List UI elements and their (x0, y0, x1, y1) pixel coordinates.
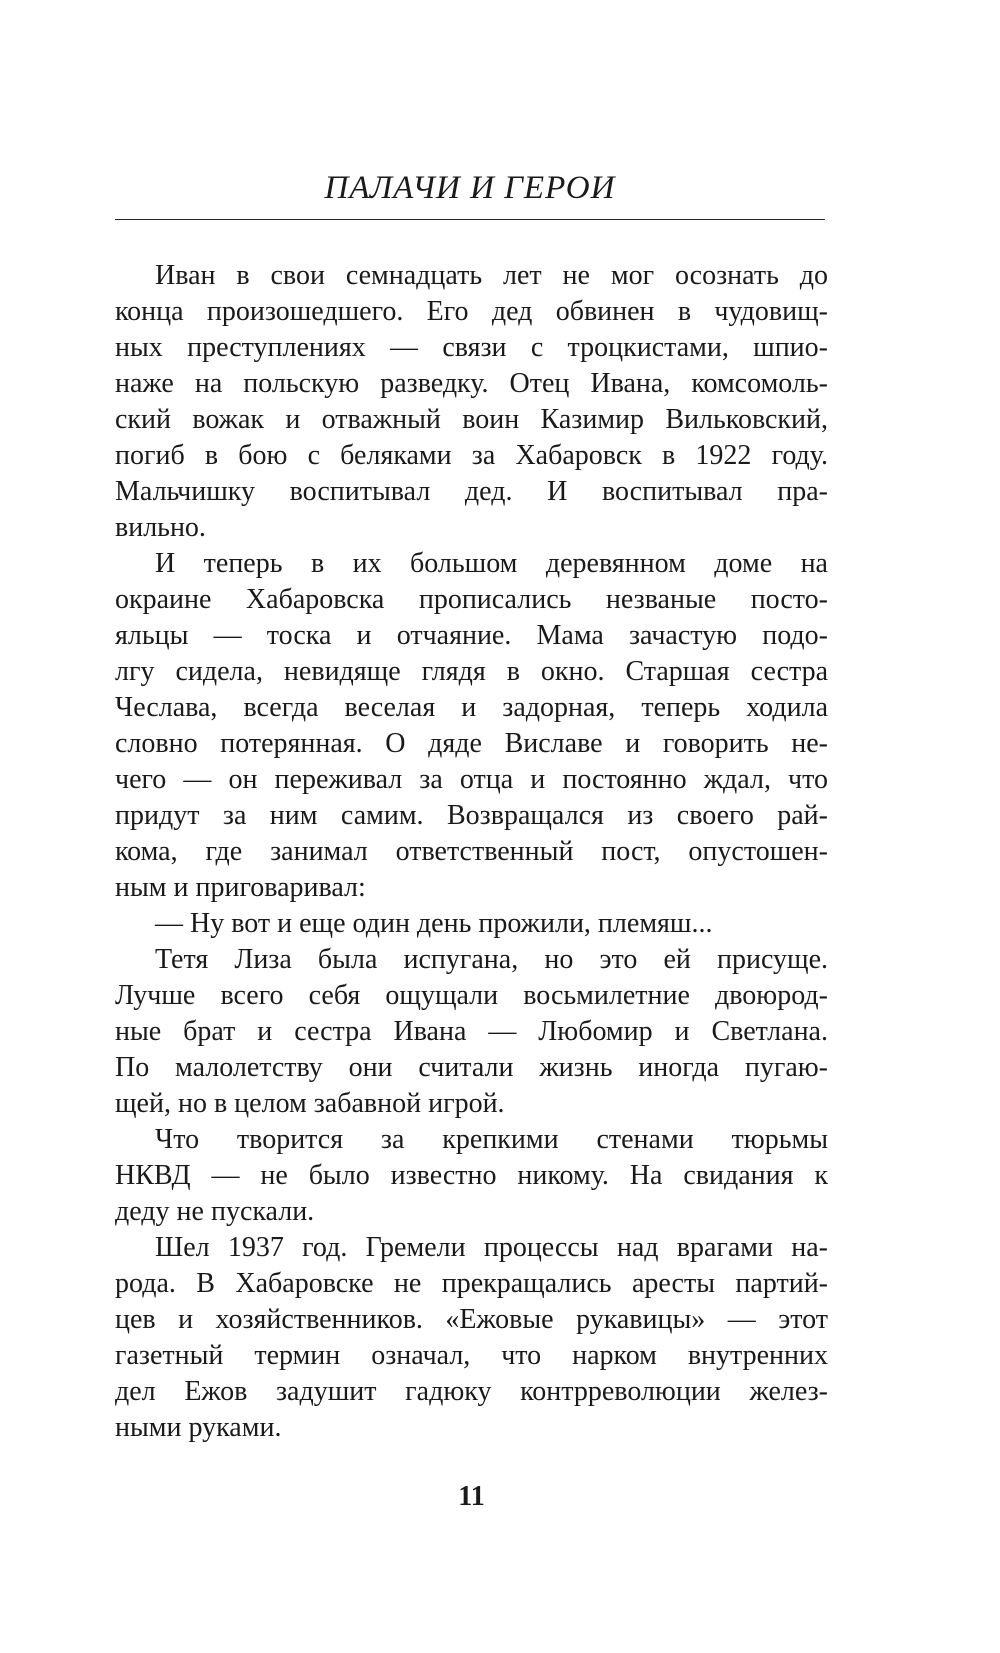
text-line: Лучше всего себя ощущали восьмилетние двоюрод- (115, 980, 828, 1011)
header-rule (115, 219, 825, 220)
text-line: чего — он переживал за отца и постоянно ждал, что (115, 764, 828, 795)
paragraph (115, 906, 828, 942)
text-line: яльцы — тоска и отчаяние. Мама зачастую подо- (115, 620, 828, 651)
text-line: вильно. (115, 512, 206, 543)
body-text (115, 258, 828, 1446)
text-line: рода. В Хабаровске не прекращались аресты партий- (115, 1268, 828, 1299)
text-line: Тетя Лиза была испугана, но это ей присуще. (155, 944, 828, 975)
text-line: щей, но в целом забавной игрой. (115, 1088, 505, 1119)
paragraph (115, 546, 828, 906)
text-line: Мальчишку воспитывал дед. И воспитывал пра- (115, 476, 828, 507)
text-line: ные брат и сестра Ивана — Любомир и Светлана. (115, 1016, 828, 1047)
text-line: И теперь в их большом деревянном доме на (155, 548, 828, 579)
text-line: ными руками. (115, 1412, 282, 1443)
text-line: кома, где занимал ответственный пост, опустошен- (115, 836, 828, 867)
text-line: По малолетству они считали жизнь иногда пугаю- (115, 1052, 828, 1083)
text-line: наже на польскую разведку. Отец Ивана, комсомоль- (115, 368, 828, 399)
text-line: ский вожак и отважный воин Казимир Вильковский, (115, 404, 828, 435)
text-line: Шел 1937 год. Гремели процессы над врагами на- (155, 1232, 828, 1263)
text-line: — Ну вот и еще один день прожили, племяш... (155, 908, 713, 939)
paragraph (115, 1122, 828, 1230)
text-line: ных преступлениях — связи с троцкистами, шпио- (115, 332, 828, 363)
paragraph (115, 942, 828, 1122)
text-line: погиб в бою с беляками за Хабаровск в 1922 году. (115, 440, 828, 471)
text-line: Иван в свои семнадцать лет не мог осознать до (155, 260, 828, 291)
text-line: ным и приговаривал: (115, 872, 366, 903)
text-line: газетный термин означал, что нарком внутренних (115, 1340, 828, 1371)
running-head: ПАЛАЧИ И ГЕРОИ (324, 170, 616, 206)
text-line: НКВД — не было известно никому. На свидания к (115, 1160, 828, 1191)
paragraph (115, 258, 828, 546)
text-line: Чеслава, всегда веселая и задорная, теперь ходила (115, 692, 828, 723)
text-line: придут за ним самим. Возвращался из своего рай- (115, 800, 828, 831)
text-line: словно потерянная. О дяде Виславе и говорить не- (115, 728, 828, 759)
text-line: лгу сидела, невидяще глядя в окно. Старшая сестра (115, 656, 828, 687)
text-line: Что творится за крепкими стенами тюрьмы (155, 1124, 828, 1155)
text-line: цев и хозяйственников. «Ежовые рукавицы» — этот (115, 1304, 828, 1335)
text-line: окраине Хабаровска прописались незваные посто- (115, 584, 828, 615)
text-line: деду не пускали. (115, 1196, 315, 1227)
text-line: конца произошедшего. Его дед обвинен в чудовищ- (115, 296, 828, 327)
page-number: 11 (458, 1481, 485, 1512)
paragraph (115, 1230, 828, 1446)
text-line: дел Ежов задушит гадюку контрреволюции желез- (115, 1376, 828, 1407)
